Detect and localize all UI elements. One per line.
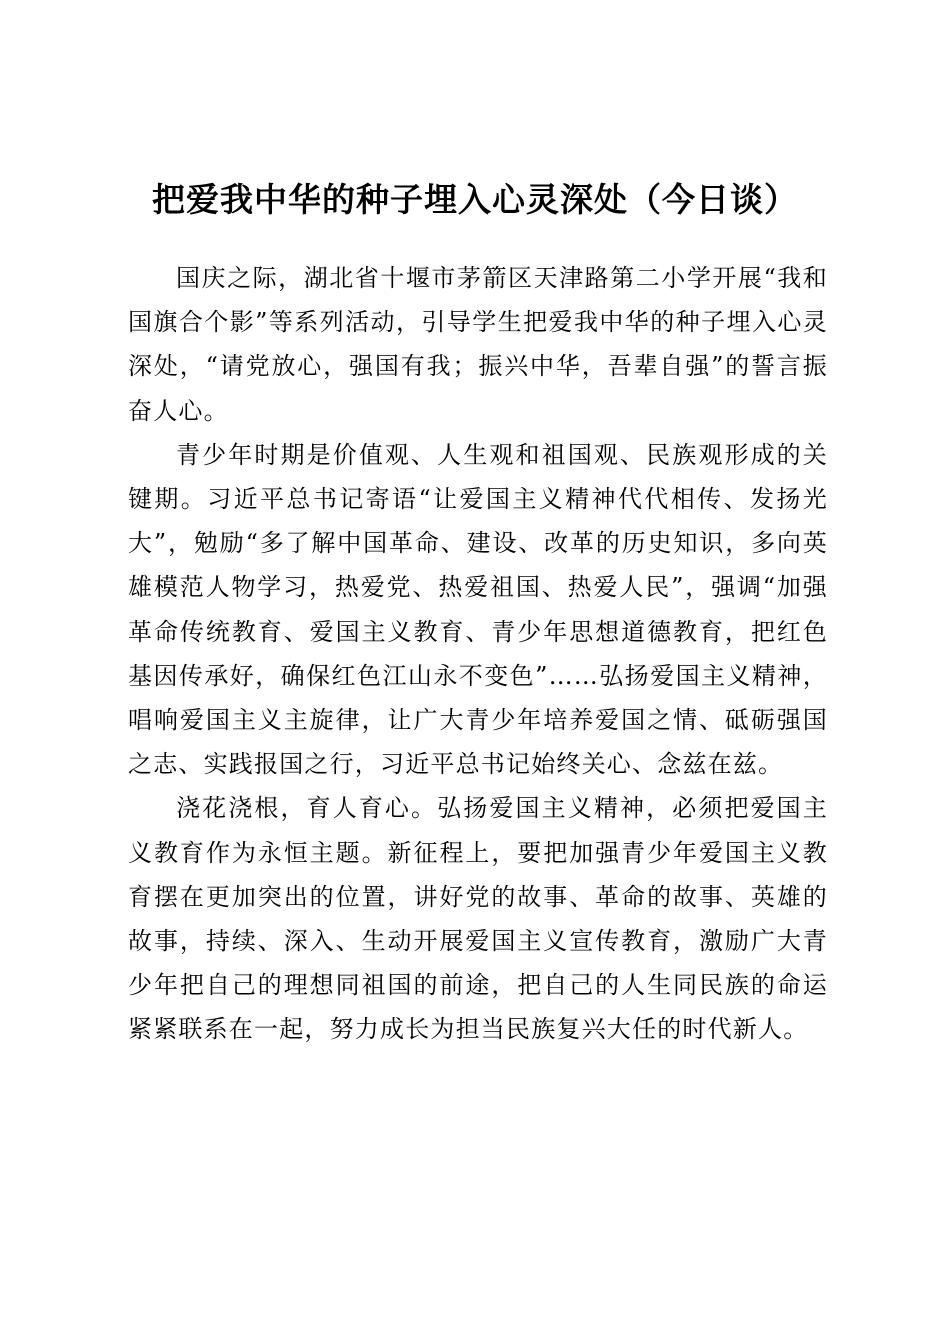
- paragraph-2: 青少年时期是价值观、人生观和祖国观、民族观形成的关键期。习近平总书记寄语“让爱国主义精神代代相传、发扬光大”，勉励“多了解中国革命、建设、改革的历史知识，多向英雄模范人物学习，热爱党、热爱祖国、热爱人民”，强调“加强革命传统教育、爱国主义教育、青少年思想道德教育，把红色基因传承好，确保红色江山永不变色”……弘扬爱国主义精神，唱响爱国主义主旋律，让广大青少年培养爱国之情、砥砺强国之志、实践报国之行，习近平总书记始终关心、念兹在兹。: [128, 440, 828, 779]
- paragraph-3: 浇花浇根，育人育心。弘扬爱国主义精神，必须把爱国主义教育作为永恒主题。新征程上，要把加强青少年爱国主义教育摆在更加突出的位置，讲好党的故事、革命的故事、英雄的故事，持续、深入、生动开展爱国主义宣传教育，激励广大青少年把自己的理想同祖国的前途，把自己的人生同民族的命运紧紧联系在一起，努力成长为担当民族复兴大任的时代新人。: [128, 794, 828, 1044]
- article-body: [128, 256, 828, 1052]
- paragraph-1: 国庆之际，湖北省十堰市茅箭区天津路第二小学开展“我和国旗合个影”等系列活动，引导学生把爱我中华的种子埋入心灵深处，“请党放心，强国有我；振兴中华，吾辈自强”的誓言振奋人心。: [128, 264, 828, 425]
- article-title: 把爱我中华的种子埋入心灵深处（今日谈）: [152, 180, 798, 219]
